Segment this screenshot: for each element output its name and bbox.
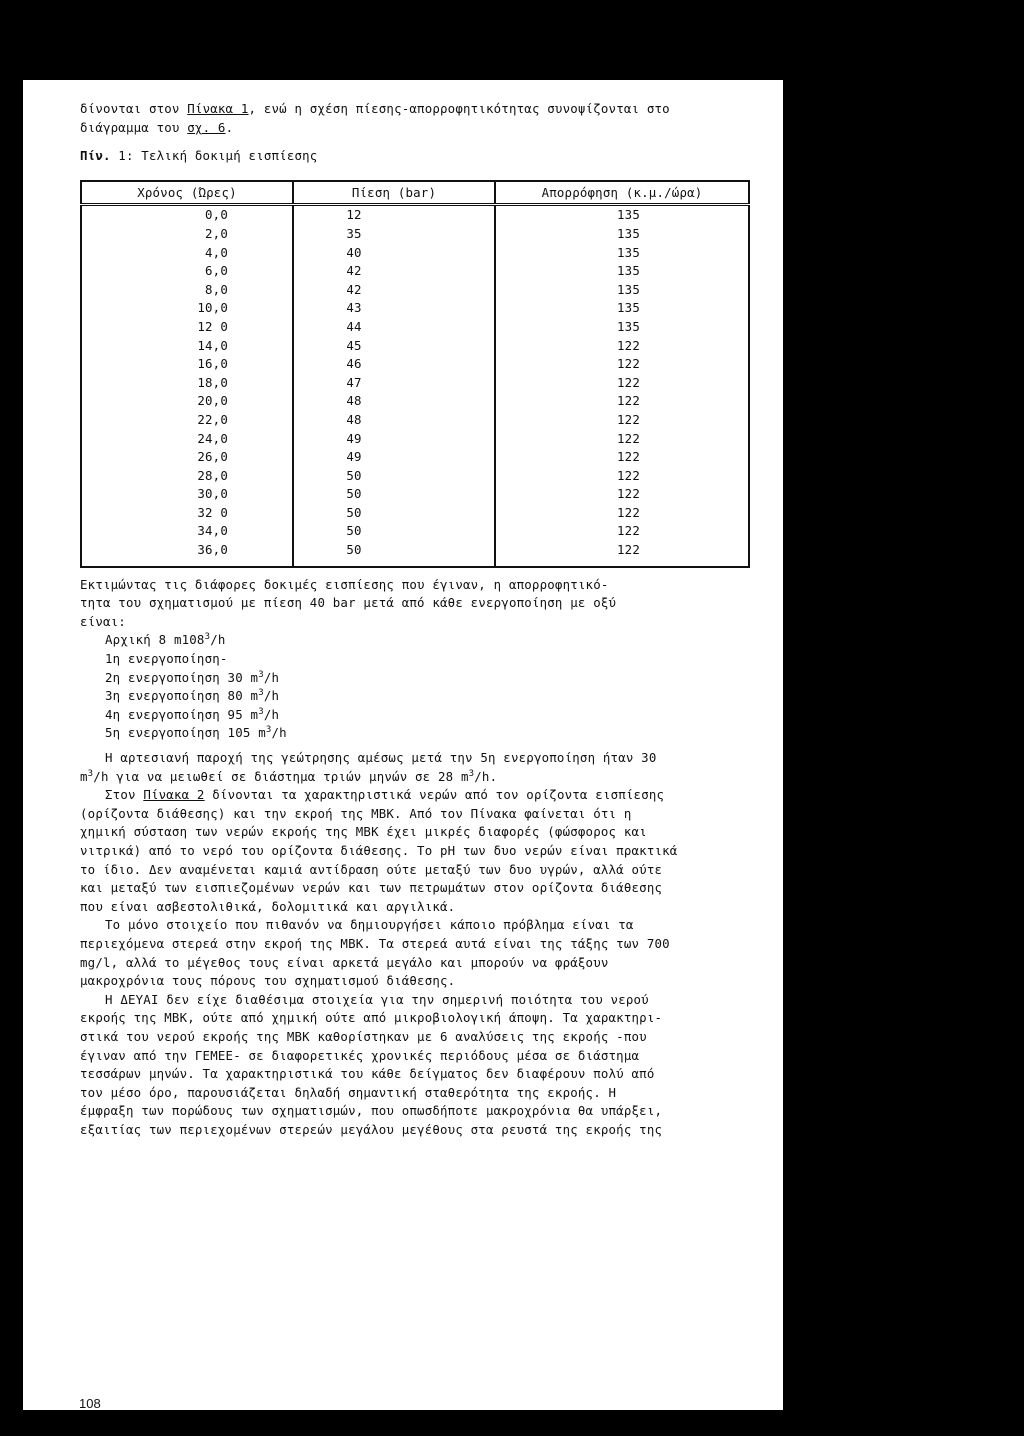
cell-pressure: 50 [293,467,495,486]
table-row [81,225,749,244]
artesian-line: Η αρτεσιανή παροχή της γεώτρησης αμέσως μετά την 5η ενεργοποίηση ήταν 30 [105,750,657,765]
superscript: 3 [468,768,475,779]
artesian-line [80,768,760,787]
cell-time: 26,0 [81,448,293,467]
superscript: 3 [204,632,211,643]
cell-absorption: 135 [617,281,640,297]
cell-pressure: 48 [293,411,495,430]
activation-text: 4η ενεργοποίηση 95 m [105,706,259,722]
activation-item [105,650,760,669]
activation-unit: /h [210,632,226,648]
table-2-link[interactable]: Πίνακα 2 [143,787,205,803]
table-row [81,411,749,430]
paragraph-line: έμφραξη των πορώδους των σχηματισμών, που οπωσδήποτε μακροχρόνια θα υπάρξει, [80,1103,663,1119]
intro-text: δίνονται στον [80,101,188,116]
paragraph-line: νιτρικά) από το νερό του ορίζοντα διάθεσης. Το pH των δυο νερών είναι πρακτικά [80,842,678,858]
activation-text: 1η ενεργοποίηση- [105,651,228,667]
cell-pressure: 50 [293,504,495,523]
cell-pressure: 50 [293,485,495,504]
table-row [81,374,749,393]
table-row [81,299,749,318]
cell-pressure: 48 [293,392,495,411]
paragraph-text: δίνονται τα χαρακτηριστικά νερών από τον ορίζοντα εισπίεσης [204,787,665,803]
activation-text: 3η ενεργοποίηση 80 m [105,688,259,704]
cell-absorption: 135 [617,318,640,334]
paragraph-line: Το μόνο στοιχείο που πιθανόν να δημιουργήσει κάποιο πρόβλημα είναι τα [105,917,634,933]
estimate-line: τητα του σχηματισμού με πίεση 40 bar μετά από κάθε ενεργοποίηση με οξύ [80,595,617,611]
column-header-absorption: Απορρόφηση (κ.μ./ώρα) [495,181,749,205]
column-header-time: Χρόνος (Ώρες) [81,181,293,205]
table-caption-text: 1: Τελική δοκιμή εισπίεσης [110,148,318,164]
cell-time: 30,0 [81,485,293,504]
artesian-paragraph [80,749,760,786]
intro-text: , ενώ η σχέση πίεσης-απορροφητικότητας συνοψίζονται στο [248,101,670,116]
cell-time: 20,0 [81,392,293,411]
table-row [81,430,749,449]
cell-pressure: 50 [293,541,495,567]
table-row [81,541,749,567]
paragraph-text: Στον [105,787,144,803]
cell-time: 14,0 [81,337,293,356]
cell-pressure: 12 [293,205,495,225]
paragraph-line [80,786,760,805]
activation-text: 2η ενεργοποίηση 30 m [105,669,259,685]
table-row [81,392,749,411]
cell-time: 10,0 [81,299,293,318]
cell-pressure: 40 [293,244,495,263]
paragraph-line: τεσσάρων μηνών. Τα χαρακτηριστικά του κάθε δείγματος δεν διαφέρουν πολύ από [80,1066,655,1082]
cell-time: 32 0 [81,504,293,523]
cell-time: 34,0 [81,522,293,541]
paragraph-line: το ίδιο. Δεν αναμένεται καμιά αντίδραση ούτε μεταξύ των δυο υγρών, αλλά ούτε [80,861,663,877]
cell-absorption: 135 [617,300,640,316]
table-row [81,318,749,337]
paragraph-line: και μεταξύ των εισπιεζομένων νερών και των πετρωμάτων στον ορίζοντα διάθεσης [80,880,663,896]
cell-absorption: 122 [617,467,640,483]
paragraph-line: εκροής της ΜΒΚ, ούτε από χημική ούτε από μικροβιολογική άποψη. Τα χαρακτηρι- [80,1010,663,1026]
superscript: 3 [258,706,264,717]
cell-absorption: 122 [617,356,640,372]
cell-pressure: 47 [293,374,495,393]
table-row [81,522,749,541]
table-row [81,448,749,467]
paragraph-line: Η ΔΕΥΑΙ δεν είχε διαθέσιμα στοιχεία για την σημερινή ποιότητα του νερού [105,991,649,1007]
estimate-line: Εκτιμώντας τις διάφορες δοκιμές εισπίεσης που έγιναν, η απορροφητικό- [80,576,609,592]
cell-absorption: 122 [617,393,640,409]
activation-unit: /h [271,725,287,741]
superscript: 3 [265,725,272,736]
artesian-text: /h. [474,768,498,784]
activation-item [105,724,760,743]
cell-absorption: 135 [617,207,640,223]
activation-text: 5η ενεργοποίηση 105 m [105,725,266,741]
superscript: 3 [258,669,264,680]
cell-absorption: 122 [617,374,640,390]
paragraph-line: (ορίζοντα διάθεσης) και την εκροή της ΜΒΚ. Από τον Πίνακα φαίνεται ότι η [80,805,632,821]
page-number: 108 [79,1396,101,1411]
activation-text: Αρχική 8 m108 [105,632,205,648]
cell-absorption: 122 [617,449,640,465]
cell-time: 36,0 [81,541,293,567]
cell-pressure: 50 [293,522,495,541]
cell-time: 16,0 [81,355,293,374]
cell-absorption: 122 [617,542,640,558]
cell-absorption: 135 [617,244,640,260]
cell-pressure: 49 [293,448,495,467]
cell-time: 12 0 [81,318,293,337]
cell-absorption: 122 [617,486,640,502]
paragraph-line: στικά του νερού εκροής της ΜΒΚ καθορίστηκαν με 6 αναλύσεις της εκροής -που [80,1028,647,1044]
cell-time: 24,0 [81,430,293,449]
intro-text: . [225,119,234,135]
activation-list [80,631,760,743]
paragraph-line: mg/l, αλλά το μέγεθος τους είναι αρκετά μεγάλο και μπορούν να φράξουν [80,954,609,970]
cell-pressure: 35 [293,225,495,244]
activation-item [105,669,760,688]
table-row [81,244,749,263]
intro-paragraph [80,100,760,137]
paragraph-line: μακροχρόνια τους πόρους του σχηματισμού διάθεσης. [80,973,456,989]
table-row [81,485,749,504]
activation-unit: /h [263,706,280,722]
cell-absorption: 135 [617,263,640,279]
superscript: 3 [87,768,94,779]
characteristics-paragraph [80,786,760,916]
artesian-text: /h για να μειωθεί σε διάστημα τριών μηνών σε 28 m [93,768,469,784]
cell-time: 22,0 [81,411,293,430]
table-row [81,467,749,486]
paragraph-line: περιεχόμενα στερεά στην εκροή της ΜΒΚ. Τα στερεά αυτά είναι της τάξης των 700 [80,935,670,951]
table-row [81,337,749,356]
table-row [81,504,749,523]
artesian-text: m [80,768,88,784]
activation-unit: /h [263,669,280,685]
cell-pressure: 44 [293,318,495,337]
quality-paragraph [80,991,760,1140]
cell-pressure: 49 [293,430,495,449]
cell-time: 0,0 [81,205,293,225]
page-content [80,100,760,1139]
cell-absorption: 135 [617,225,640,241]
cell-absorption: 122 [617,337,640,353]
table-1-link[interactable]: Πίνακα 1 [187,101,249,116]
activation-unit: /h [263,688,280,704]
cell-pressure: 42 [293,281,495,300]
cell-time: 4,0 [81,244,293,263]
activation-item [105,687,760,706]
cell-pressure: 45 [293,337,495,356]
paragraph-line: τον μέσο όρο, παρουσιάζεται δηλαδή σημαντική σταθερότητα της εκροής. Η [80,1084,617,1100]
cell-pressure: 42 [293,262,495,281]
cell-absorption: 122 [617,504,640,520]
table-row [81,262,749,281]
table-row [81,281,749,300]
cell-time: 2,0 [81,225,293,244]
solids-paragraph [80,916,760,990]
superscript: 3 [258,688,264,699]
document-page [23,80,783,1410]
intro-text: διάγραμμα του [80,119,188,135]
table-header-row [81,181,749,205]
table-row [81,355,749,374]
activation-item [105,631,760,650]
cell-absorption: 122 [617,430,640,446]
cell-time: 28,0 [81,467,293,486]
estimate-line: είναι: [80,613,126,629]
paragraph-line: που είναι ασβεστολιθικά, δολομιτικά και αργιλικά. [80,898,456,914]
paragraph-line: χημική σύσταση των νερών εκροής της ΜΒΚ έχει μικρές διαφορές (φώσφορος και [80,824,647,840]
injection-test-table [80,180,750,568]
activation-item [105,706,760,725]
table-row [81,205,749,225]
cell-pressure: 46 [293,355,495,374]
cell-absorption: 122 [617,523,640,539]
paragraph-line: έγιναν από την ΓΕΜΕΕ- σε διαφορετικές χρονικές περιόδους μέσα σε διάστημα [80,1047,640,1063]
paragraph-line: εξαιτίας των περιεχομένων στερεών μεγάλου μεγέθους στα ρευστά της εκροής της [80,1121,663,1137]
column-header-pressure: Πίεση (bar) [293,181,495,205]
table-caption-label: Πίν. [80,148,111,164]
cell-absorption: 122 [617,411,640,427]
estimate-paragraph [80,576,760,632]
cell-pressure: 43 [293,299,495,318]
cell-time: 6,0 [81,262,293,281]
table-caption [80,147,760,166]
cell-time: 8,0 [81,281,293,300]
figure-6-link[interactable]: σχ. 6 [187,119,226,135]
cell-time: 18,0 [81,374,293,393]
